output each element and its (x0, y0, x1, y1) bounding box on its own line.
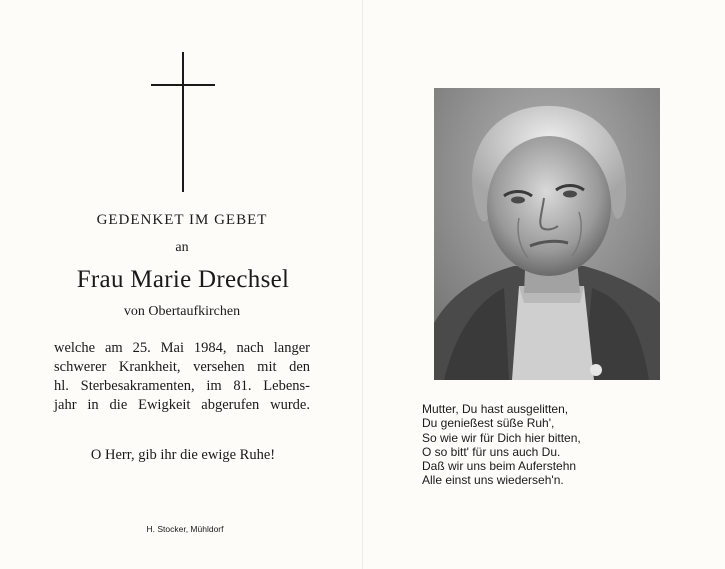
poem-line: Mutter, Du hast ausgelitten, (422, 402, 569, 416)
obituary-line: welche am 25. Mai 1984, nach langer (54, 340, 310, 356)
portrait-illustration (434, 88, 660, 380)
obituary-line: schwerer Krankheit, versehen mit den (54, 359, 310, 375)
obituary-text (54, 339, 310, 415)
deceased-origin: von Obertaufkirchen (123, 304, 241, 319)
printer-credit: H. Stocker, Mühldorf (146, 524, 224, 534)
poem-line: Alle einst uns wiederseh'n. (422, 473, 564, 488)
obituary-line: jahr in die Ewigkeit abgerufen wurde. (54, 397, 310, 413)
portrait-photo (434, 88, 660, 380)
card-heading: GEDENKET IM GEBET (96, 212, 268, 228)
obituary-line: hl. Sterbesakramenten, im 81. Lebens- (54, 378, 310, 394)
fold-line (362, 0, 363, 569)
poem-line: Daß wir uns beim Auferstehn (422, 459, 577, 474)
deceased-name: Frau Marie Drechsel (76, 266, 290, 293)
prayer-line: O Herr, gib ihr die ewige Ruhe! (90, 447, 276, 463)
poem-line: O so bitt' für uns auch Du. (422, 444, 561, 459)
memorial-poem (422, 402, 672, 488)
cross-horizontal-bar (151, 84, 215, 86)
poem-line: Du genießest süße Ruh', (422, 416, 555, 431)
poem-line: So wie wir für Dich hier bitten, (422, 430, 581, 445)
cross-vertical-bar (182, 52, 184, 192)
dedication-word: an (175, 240, 189, 255)
